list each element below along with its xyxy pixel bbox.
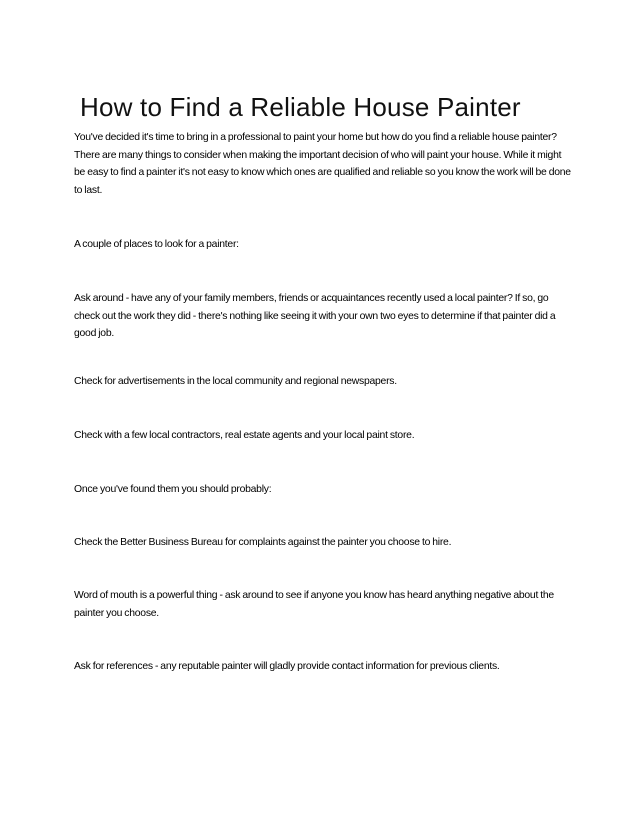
references-paragraph: Ask for references - any reputable painter will gladly provide contact information for previous clients. xyxy=(74,661,500,672)
intro-paragraph: You've decided it's time to bring in a professional to paint your home but how do you find a reliable house painter? There are many things to consider when making the important decision of who will paint your house. While it might be easy to find a painter it's not easy to know which ones are qualified and reliable so you know the work will be done to last. xyxy=(74,132,571,197)
contractors-paragraph: Check with a few local contractors, real estate agents and your local paint store. xyxy=(74,430,415,441)
places-heading-paragraph: A couple of places to look for a painter: xyxy=(74,239,239,250)
word-of-mouth-paragraph: Word of mouth is a powerful thing - ask around to see if anyone you know has heard anything negative about the painter you choose. xyxy=(74,590,554,619)
once-found-paragraph: Once you've found them you should probably: xyxy=(74,484,272,495)
document-title: How to Find a Reliable House Painter xyxy=(80,92,521,122)
ask-around-paragraph: Ask around - have any of your family members, friends or acquaintances recently used a local painter? If so, go check out the work they did - there's nothing like seeing it with your own two eyes to determine if that painter did a good job. xyxy=(74,293,556,340)
bbb-paragraph: Check the Better Business Bureau for complaints against the painter you choose to hire. xyxy=(74,537,452,548)
advertisements-paragraph: Check for advertisements in the local community and regional newspapers. xyxy=(74,376,397,387)
